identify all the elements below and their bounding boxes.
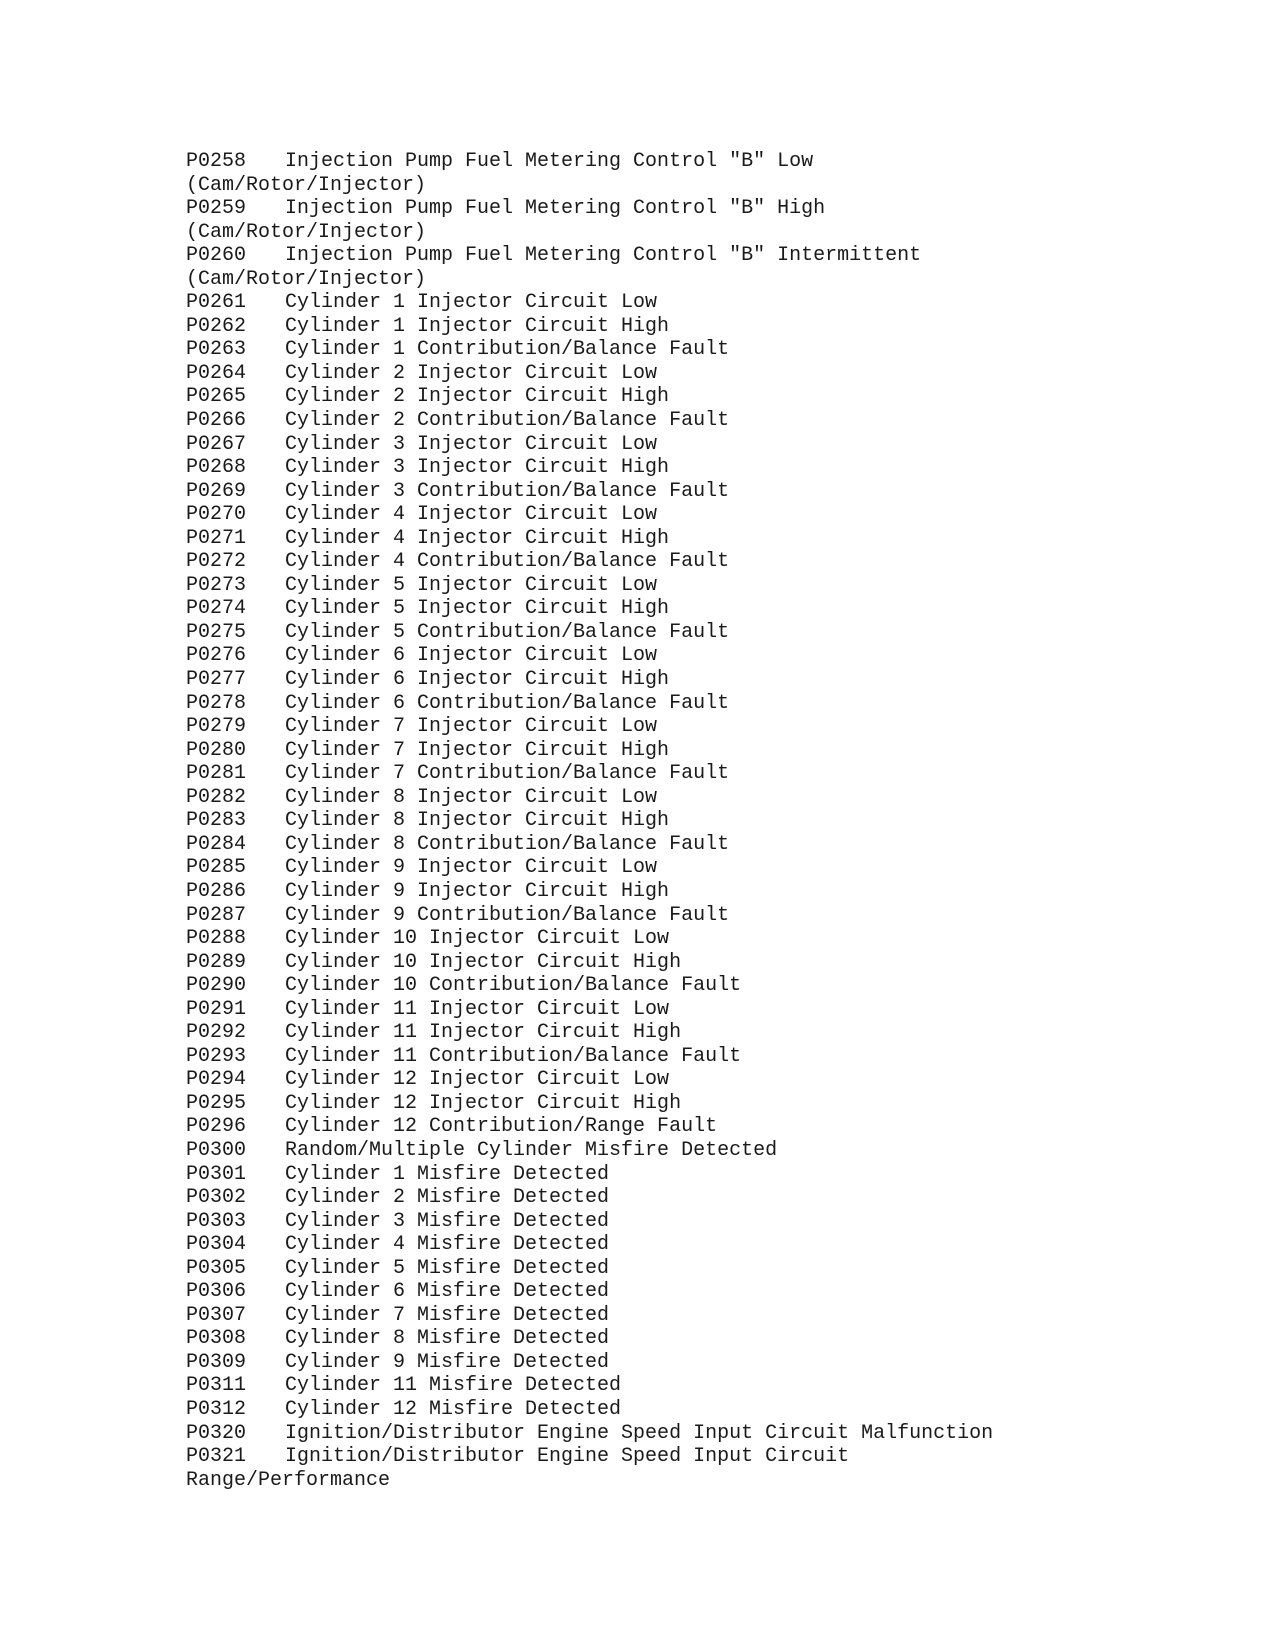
trouble-code: P0289 [186,950,247,974]
trouble-code-list [186,150,1226,1492]
code-entry [186,1445,1226,1469]
code-entry [186,456,1226,480]
code-entry [186,1422,1226,1446]
code-entry [186,503,1226,527]
code-entry [186,762,1226,786]
code-description: Cylinder 9 Injector Circuit Low [285,856,658,880]
code-description: Cylinder 5 Contribution/Balance Fault [285,620,730,644]
code-entry [186,1139,1226,1163]
code-description-continuation: (Cam/Rotor/Injector) [186,220,427,244]
code-description: Cylinder 4 Contribution/Balance Fault [285,550,730,574]
code-description: Cylinder 7 Misfire Detected [285,1303,610,1327]
trouble-code: P0276 [186,644,247,668]
code-description: Cylinder 7 Contribution/Balance Fault [285,762,730,786]
code-entry [186,1045,1226,1069]
code-entry [186,527,1226,551]
code-entry [186,480,1226,504]
code-description: Cylinder 12 Misfire Detected [285,1397,622,1421]
code-entry [186,315,1226,339]
trouble-code: P0263 [186,338,247,362]
code-description: Cylinder 2 Injector Circuit High [285,385,670,409]
code-entry [186,1210,1226,1234]
code-entry [186,550,1226,574]
code-description: Cylinder 1 Misfire Detected [285,1162,610,1186]
code-description: Cylinder 12 Injector Circuit High [285,1091,682,1115]
code-entry [186,1327,1226,1351]
trouble-code: P0286 [186,879,247,903]
code-description: Cylinder 8 Injector Circuit Low [285,785,658,809]
trouble-code: P0273 [186,573,247,597]
code-description: Ignition/Distributor Engine Speed Input Circuit Malfunction [285,1421,994,1445]
code-description: Cylinder 3 Contribution/Balance Fault [285,479,730,503]
trouble-code: P0280 [186,738,247,762]
code-description: Cylinder 9 Injector Circuit High [285,879,670,903]
trouble-code: P0295 [186,1091,247,1115]
code-entry [186,644,1226,668]
code-entry [186,880,1226,904]
code-entry [186,1304,1226,1328]
code-entry [186,574,1226,598]
trouble-code: P0293 [186,1044,247,1068]
trouble-code: P0267 [186,432,247,456]
code-entry [186,409,1226,433]
trouble-code: P0271 [186,526,247,550]
code-description: Cylinder 5 Injector Circuit Low [285,573,658,597]
trouble-code: P0296 [186,1115,247,1139]
trouble-code: P0287 [186,903,247,927]
code-entry [186,715,1226,739]
code-description: Injection Pump Fuel Metering Control "B" Low [285,150,814,173]
trouble-code: P0300 [186,1138,247,1162]
code-description: Cylinder 10 Injector Circuit Low [285,927,670,951]
code-entry [186,904,1226,928]
trouble-code: P0275 [186,620,247,644]
code-entry [186,1398,1226,1422]
code-entry [186,1068,1226,1092]
code-entry [186,597,1226,621]
code-entry [186,692,1226,716]
code-entry [186,150,1226,174]
trouble-code: P0277 [186,668,247,692]
code-entry [186,927,1226,951]
code-entry [186,1092,1226,1116]
code-entry [186,197,1226,221]
trouble-code: P0305 [186,1256,247,1280]
code-description: Cylinder 6 Misfire Detected [285,1280,610,1304]
trouble-code: P0309 [186,1350,247,1374]
trouble-code: P0266 [186,409,247,433]
trouble-code: P0291 [186,997,247,1021]
code-description: Cylinder 12 Contribution/Range Fault [285,1115,718,1139]
trouble-code: P0261 [186,291,247,315]
code-entry [186,1186,1226,1210]
code-entry [186,998,1226,1022]
code-description: Cylinder 6 Contribution/Balance Fault [285,691,730,715]
code-description: Injection Pump Fuel Metering Control "B" Intermittent [285,244,922,268]
code-description: Cylinder 8 Misfire Detected [285,1327,610,1351]
trouble-code: P0265 [186,385,247,409]
code-description: Cylinder 1 Injector Circuit High [285,314,670,338]
code-description-continuation: (Cam/Rotor/Injector) [186,173,427,197]
trouble-code: P0282 [186,785,247,809]
code-description: Cylinder 1 Injector Circuit Low [285,291,658,315]
code-description: Cylinder 3 Injector Circuit High [285,456,670,480]
trouble-code: P0272 [186,550,247,574]
trouble-code: P0285 [186,856,247,880]
trouble-code: P0270 [186,503,247,527]
code-description: Cylinder 4 Misfire Detected [285,1233,610,1257]
code-description: Cylinder 4 Injector Circuit High [285,526,670,550]
trouble-code: P0268 [186,456,247,480]
code-entry [186,433,1226,457]
code-description: Cylinder 10 Contribution/Balance Fault [285,974,742,998]
trouble-code: P0301 [186,1162,247,1186]
code-description: Cylinder 11 Misfire Detected [285,1374,622,1398]
code-entry [186,1351,1226,1375]
code-entry [186,739,1226,763]
code-entry [186,1233,1226,1257]
code-description: Cylinder 11 Contribution/Balance Fault [285,1044,742,1068]
code-description: Cylinder 3 Misfire Detected [285,1209,610,1233]
code-entry [186,1115,1226,1139]
trouble-code: P0281 [186,762,247,786]
trouble-code: P0269 [186,479,247,503]
code-description: Cylinder 3 Injector Circuit Low [285,432,658,456]
code-entry [186,1280,1226,1304]
trouble-code: P0304 [186,1233,247,1257]
code-description-continuation: Range/Performance [186,1468,391,1492]
code-description: Cylinder 9 Misfire Detected [285,1350,610,1374]
trouble-code: P0290 [186,974,247,998]
trouble-code: P0260 [186,244,247,268]
code-entry [186,1021,1226,1045]
code-entry [186,809,1226,833]
code-description: Cylinder 11 Injector Circuit High [285,1021,682,1045]
code-entry [186,1257,1226,1281]
code-entry [186,362,1226,386]
trouble-code: P0288 [186,927,247,951]
trouble-code: P0308 [186,1327,247,1351]
code-description: Cylinder 7 Injector Circuit Low [285,715,658,739]
trouble-code: P0279 [186,715,247,739]
code-description: Cylinder 6 Injector Circuit High [285,668,670,692]
trouble-code: P0307 [186,1303,247,1327]
code-description: Cylinder 7 Injector Circuit High [285,738,670,762]
code-entry [186,1163,1226,1187]
code-description: Cylinder 8 Contribution/Balance Fault [285,832,730,856]
code-description: Injection Pump Fuel Metering Control "B" High [285,197,826,221]
trouble-code: P0311 [186,1374,247,1398]
code-description: Cylinder 12 Injector Circuit Low [285,1068,670,1092]
code-description: Cylinder 2 Misfire Detected [285,1186,610,1210]
code-entry [186,621,1226,645]
code-description: Cylinder 5 Injector Circuit High [285,597,670,621]
trouble-code: P0320 [186,1421,247,1445]
trouble-code: P0262 [186,314,247,338]
code-entry [186,856,1226,880]
code-entry [186,786,1226,810]
code-description: Random/Multiple Cylinder Misfire Detected [285,1138,778,1162]
code-description: Cylinder 4 Injector Circuit Low [285,503,658,527]
code-description: Cylinder 1 Contribution/Balance Fault [285,338,730,362]
code-description: Cylinder 5 Misfire Detected [285,1256,610,1280]
trouble-code: P0278 [186,691,247,715]
trouble-code: P0292 [186,1021,247,1045]
code-description: Cylinder 8 Injector Circuit High [285,809,670,833]
trouble-code: P0294 [186,1068,247,1092]
trouble-code: P0283 [186,809,247,833]
code-description: Cylinder 2 Contribution/Balance Fault [285,409,730,433]
code-entry [186,338,1226,362]
code-description-continuation: (Cam/Rotor/Injector) [186,267,427,291]
code-entry [186,951,1226,975]
code-entry [186,668,1226,692]
trouble-code: P0258 [186,150,247,173]
trouble-code: P0302 [186,1186,247,1210]
code-description: Cylinder 6 Injector Circuit Low [285,644,658,668]
trouble-code: P0306 [186,1280,247,1304]
trouble-code: P0321 [186,1445,247,1469]
code-entry [186,385,1226,409]
trouble-code: P0274 [186,597,247,621]
code-entry [186,974,1226,998]
code-entry [186,833,1226,857]
trouble-code: P0264 [186,361,247,385]
code-entry [186,244,1226,268]
code-entry [186,291,1226,315]
code-description: Cylinder 2 Injector Circuit Low [285,361,658,385]
trouble-code: P0312 [186,1397,247,1421]
code-entry [186,1374,1226,1398]
trouble-code: P0303 [186,1209,247,1233]
trouble-code: P0259 [186,197,247,221]
code-description: Cylinder 10 Injector Circuit High [285,950,682,974]
code-description: Ignition/Distributor Engine Speed Input Circuit [285,1445,850,1469]
trouble-code: P0284 [186,832,247,856]
code-description: Cylinder 11 Injector Circuit Low [285,997,670,1021]
code-description: Cylinder 9 Contribution/Balance Fault [285,903,730,927]
